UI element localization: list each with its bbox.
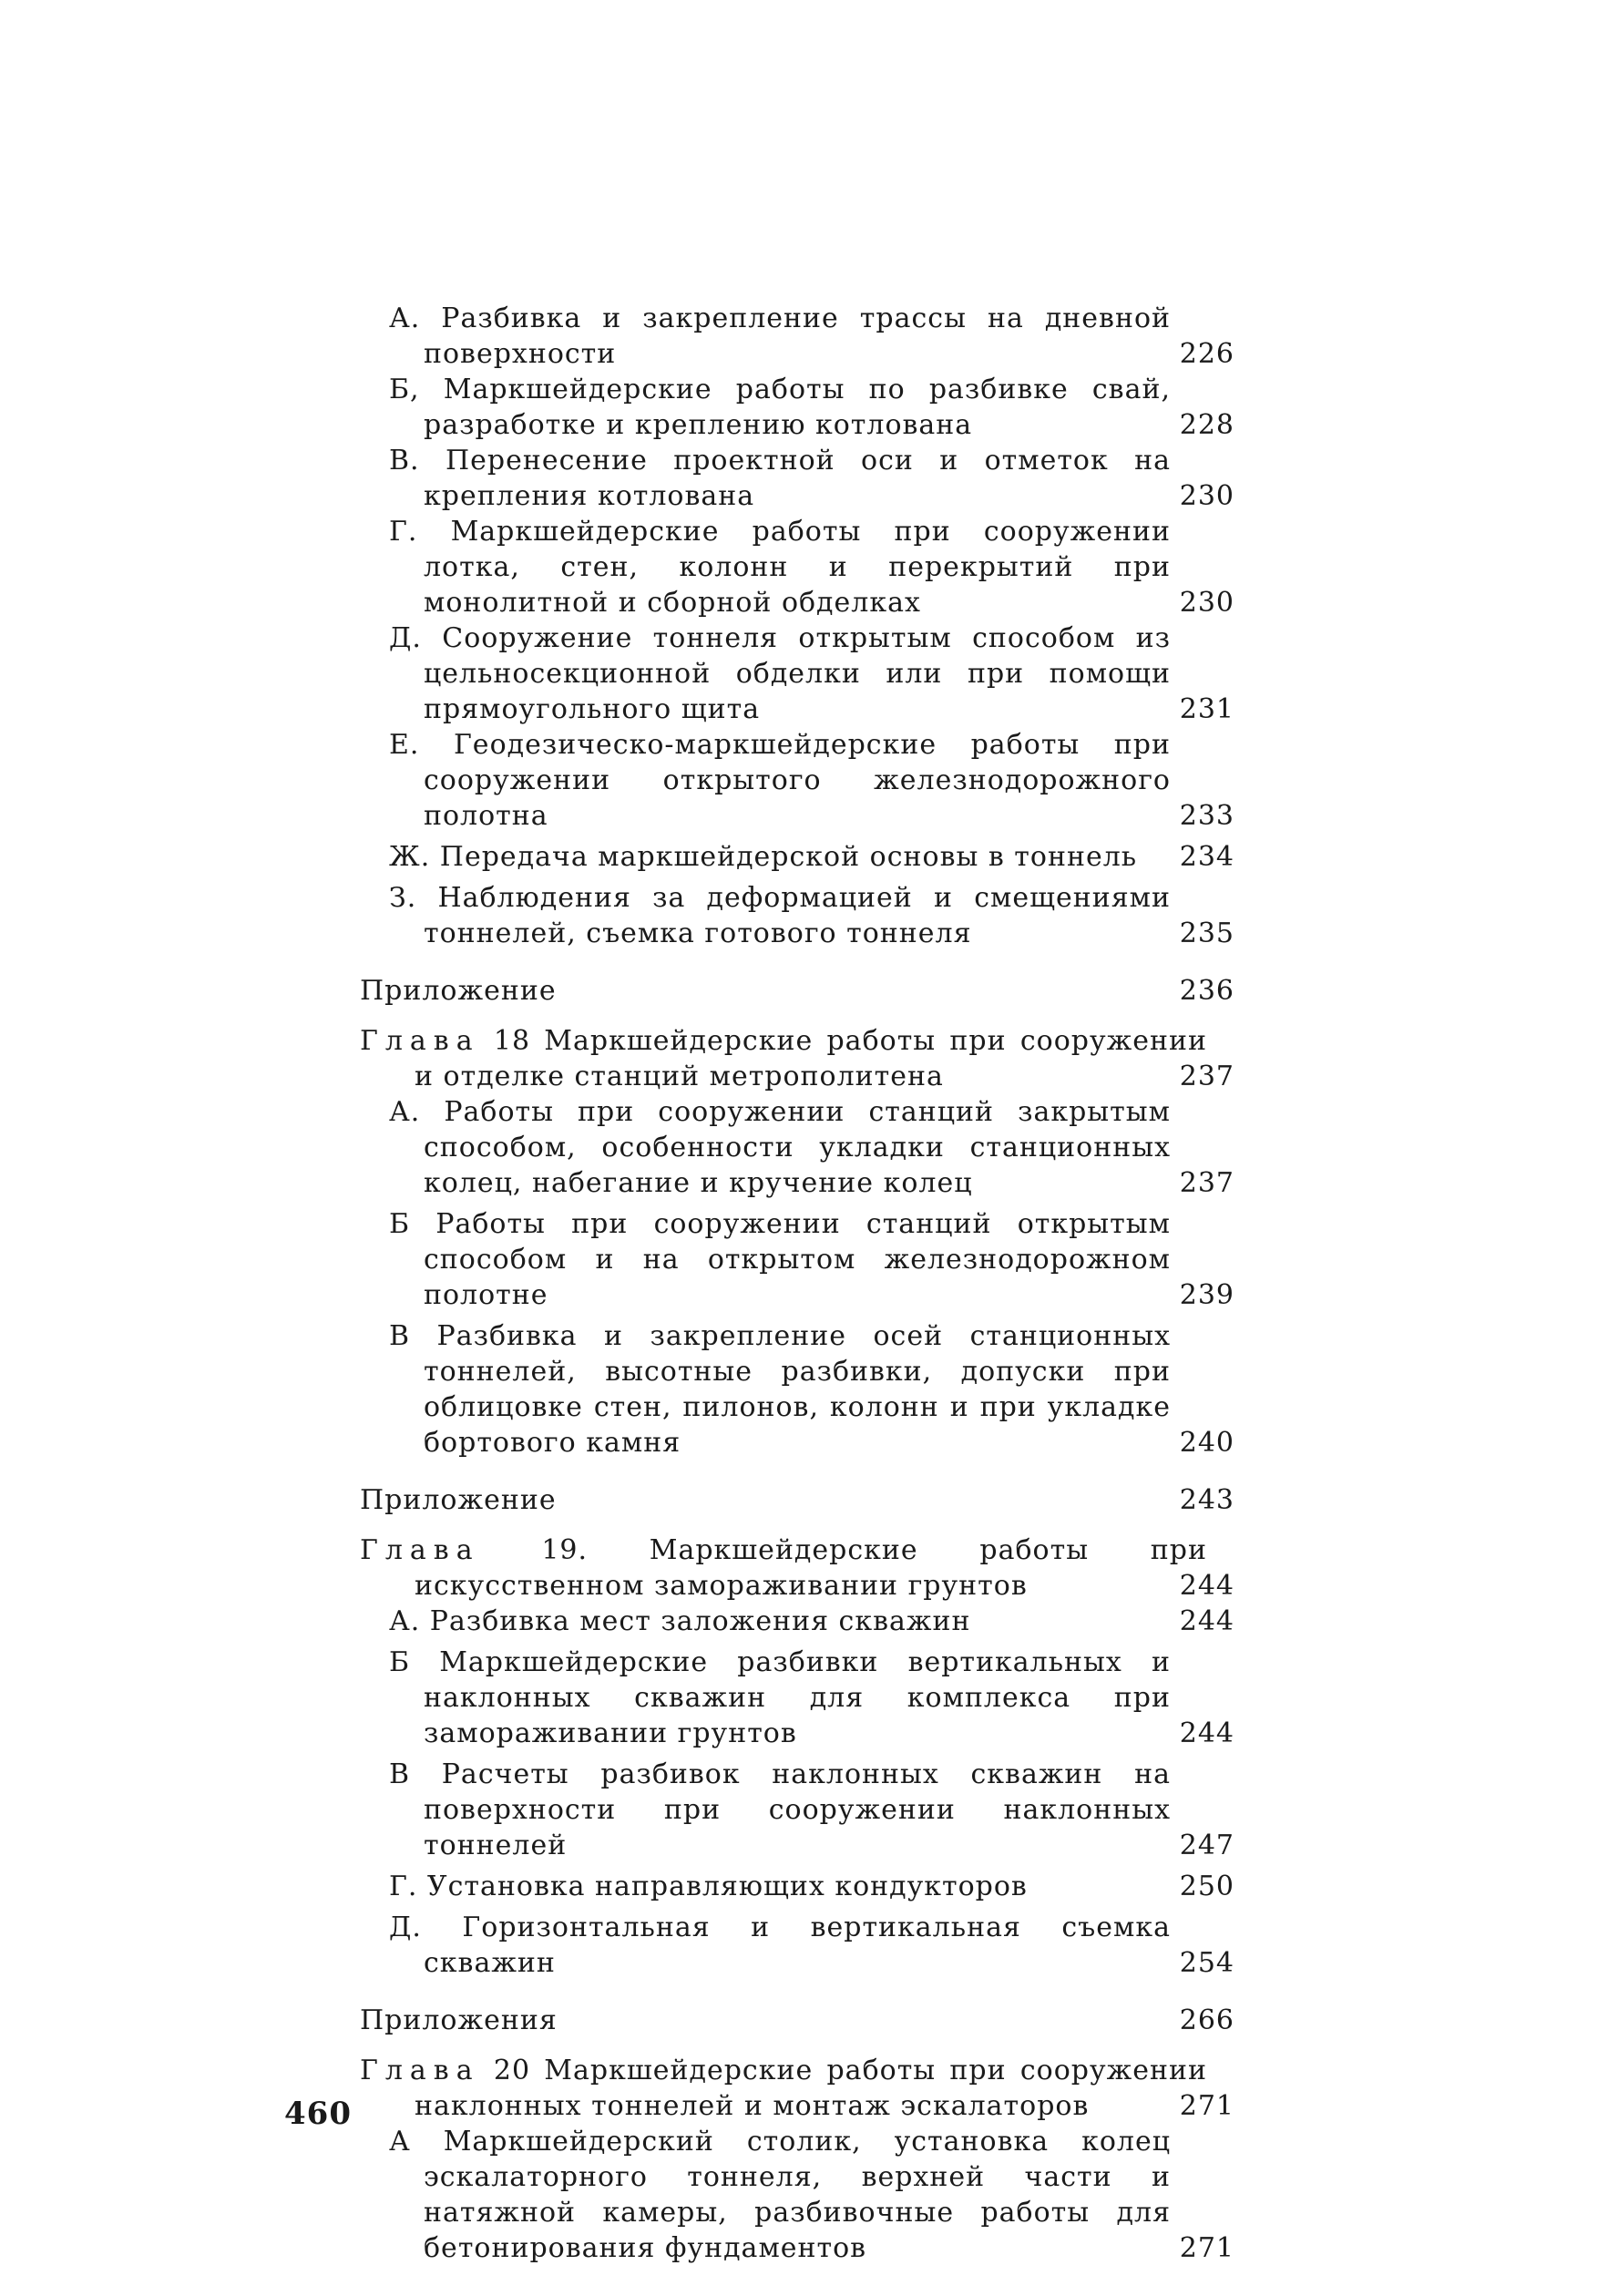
toc-entry — [360, 1318, 1234, 1461]
toc-entry — [360, 620, 1234, 727]
toc-entry — [360, 1757, 1234, 1863]
toc-entry — [360, 2124, 1234, 2266]
toc-page-number: 266 — [1179, 2004, 1234, 2036]
toc-entry-title: Б, Маркшейдерские работы по разбивке свай, разработке и креплению котлована — [389, 374, 1171, 441]
toc-appendix — [360, 1482, 1234, 1518]
toc-page-number: 236 — [1179, 975, 1234, 1007]
toc-entry-title: А Маркшейдерский столик, установка колец эскалаторного тоннеля, верхней части и натяжной камеры, разбивочные работы для бетонирования фундаментов — [389, 2126, 1171, 2264]
toc-entry — [360, 880, 1234, 951]
toc-entry — [360, 1645, 1234, 1751]
toc-entry — [360, 301, 1234, 372]
chapter-title-text: 19. Маркшейдерские работы при искусственном замораживании грунтов — [415, 1534, 1207, 1602]
toc-entry — [360, 727, 1234, 834]
toc-entry — [360, 1206, 1234, 1313]
toc-page-number: 244 — [1179, 1605, 1234, 1637]
toc-chapter-title — [360, 1532, 1207, 1604]
toc-entry-title: А. Работы при сооружении станций закрытым способом, особенности укладки станционных колец, набегание и кручение колец — [389, 1096, 1171, 1199]
toc-appendix — [360, 973, 1234, 1009]
toc-page-number: 254 — [1179, 1947, 1234, 1979]
chapter-title-text: 18 Маркшейдерские работы при сооружении и отделке станций метрополитена — [415, 1025, 1207, 1092]
toc-page-number: 235 — [1179, 917, 1234, 949]
toc-entry — [360, 372, 1234, 443]
toc-entry — [360, 1910, 1234, 1981]
chapter-title-text: 20 Маркшейдерские работы при сооружении наклонных тоннелей и монтаж эскалаторов — [415, 2055, 1207, 2122]
toc-entry-title: Б Маркшейдерские разбивки вертикальных и наклонных скважин для комплекса при замораживании грунтов — [389, 1646, 1171, 1749]
toc-page-number: 239 — [1179, 1279, 1234, 1311]
toc-page-number: 244 — [1179, 1717, 1234, 1749]
toc-page-number: 231 — [1179, 693, 1234, 725]
toc-chapter-title — [360, 2053, 1207, 2124]
toc-entry-title: Е. Геодезическо-маркшейдерские работы при сооружении открытого железнодорожного полотна — [389, 729, 1171, 832]
toc-entry-title: В Расчеты разбивок наклонных скважин на поверхности при сооружении наклонных тоннелей — [389, 1758, 1171, 1861]
toc-page-number: 237 — [1179, 1061, 1234, 1092]
toc-page-number: 226 — [1179, 338, 1234, 370]
toc-entry-title: В. Перенесение проектной оси и отметок на крепления котлована — [389, 445, 1171, 512]
toc-appendix-title: Приложение — [360, 1484, 557, 1516]
toc-page-number: 233 — [1179, 800, 1234, 832]
toc-entry-title: Д. Сооружение тоннеля открытым способом из цельносекционной обделки или при помощи прямоугольного щита — [389, 622, 1171, 725]
toc-entry-title: Б Работы при сооружении станций открытым способом и на открытом железнодорожном полотне — [389, 1208, 1171, 1311]
table-of-contents — [360, 301, 1234, 2266]
toc-page-number: 271 — [1179, 2232, 1234, 2264]
toc-entry — [360, 1604, 1234, 1639]
toc-entry-title: А. Разбивка и закрепление трассы на дневной поверхности — [389, 302, 1171, 370]
toc-chapter — [360, 2053, 1234, 2124]
toc-page-number: 228 — [1179, 409, 1234, 441]
toc-entry-title: А. Разбивка мест заложения скважин — [389, 1605, 971, 1637]
toc-chapter — [360, 1532, 1234, 1604]
toc-entry-title: В Разбивка и закрепление осей станционных тоннелей, высотные разбивки, допуски при облицовке стен, пилонов, колонн и при укладке бортового камня — [389, 1320, 1171, 1459]
toc-entry — [360, 443, 1234, 514]
toc-chapter — [360, 1023, 1234, 1094]
toc-chapter-title — [360, 1023, 1207, 1094]
toc-page-number: 237 — [1179, 1167, 1234, 1199]
toc-page-number: 244 — [1179, 1570, 1234, 1602]
toc-entry-title: Г. Установка направляющих кондукторов — [389, 1871, 1028, 1902]
toc-page-number: 243 — [1179, 1484, 1234, 1516]
toc-page-number: 230 — [1179, 480, 1234, 512]
toc-entry — [360, 1869, 1234, 1904]
toc-appendix-title: Приложение — [360, 975, 557, 1007]
toc-entry — [360, 1094, 1234, 1201]
toc-entry-title: Д. Горизонтальная и вертикальная съемка скважин — [389, 1912, 1171, 1979]
chapter-label: Глава — [360, 2055, 480, 2086]
toc-page-number: 240 — [1179, 1427, 1234, 1459]
toc-page-number: 250 — [1179, 1871, 1234, 1902]
toc-entry — [360, 839, 1234, 875]
toc-entry — [360, 514, 1234, 620]
toc-entry-title: Ж. Передача маркшейдерской основы в тоннель — [389, 841, 1138, 873]
page-number: 460 — [284, 2096, 352, 2132]
toc-page-number: 247 — [1179, 1830, 1234, 1861]
chapter-label: Глава — [360, 1025, 480, 1057]
toc-appendix — [360, 2003, 1234, 2038]
toc-entry-title: Г. Маркшейдерские работы при сооружении лотка, стен, колонн и перекрытий при монолитной и сборной обделках — [389, 516, 1171, 619]
toc-page-number: 234 — [1179, 841, 1234, 873]
toc-page-number: 271 — [1179, 2090, 1234, 2122]
chapter-label: Глава — [360, 1534, 480, 1566]
toc-appendix-title: Приложения — [360, 2004, 558, 2036]
toc-entry-title: З. Наблюдения за деформацией и смещениями тоннелей, съемка готового тоннеля — [389, 882, 1171, 949]
toc-page-number: 230 — [1179, 587, 1234, 619]
